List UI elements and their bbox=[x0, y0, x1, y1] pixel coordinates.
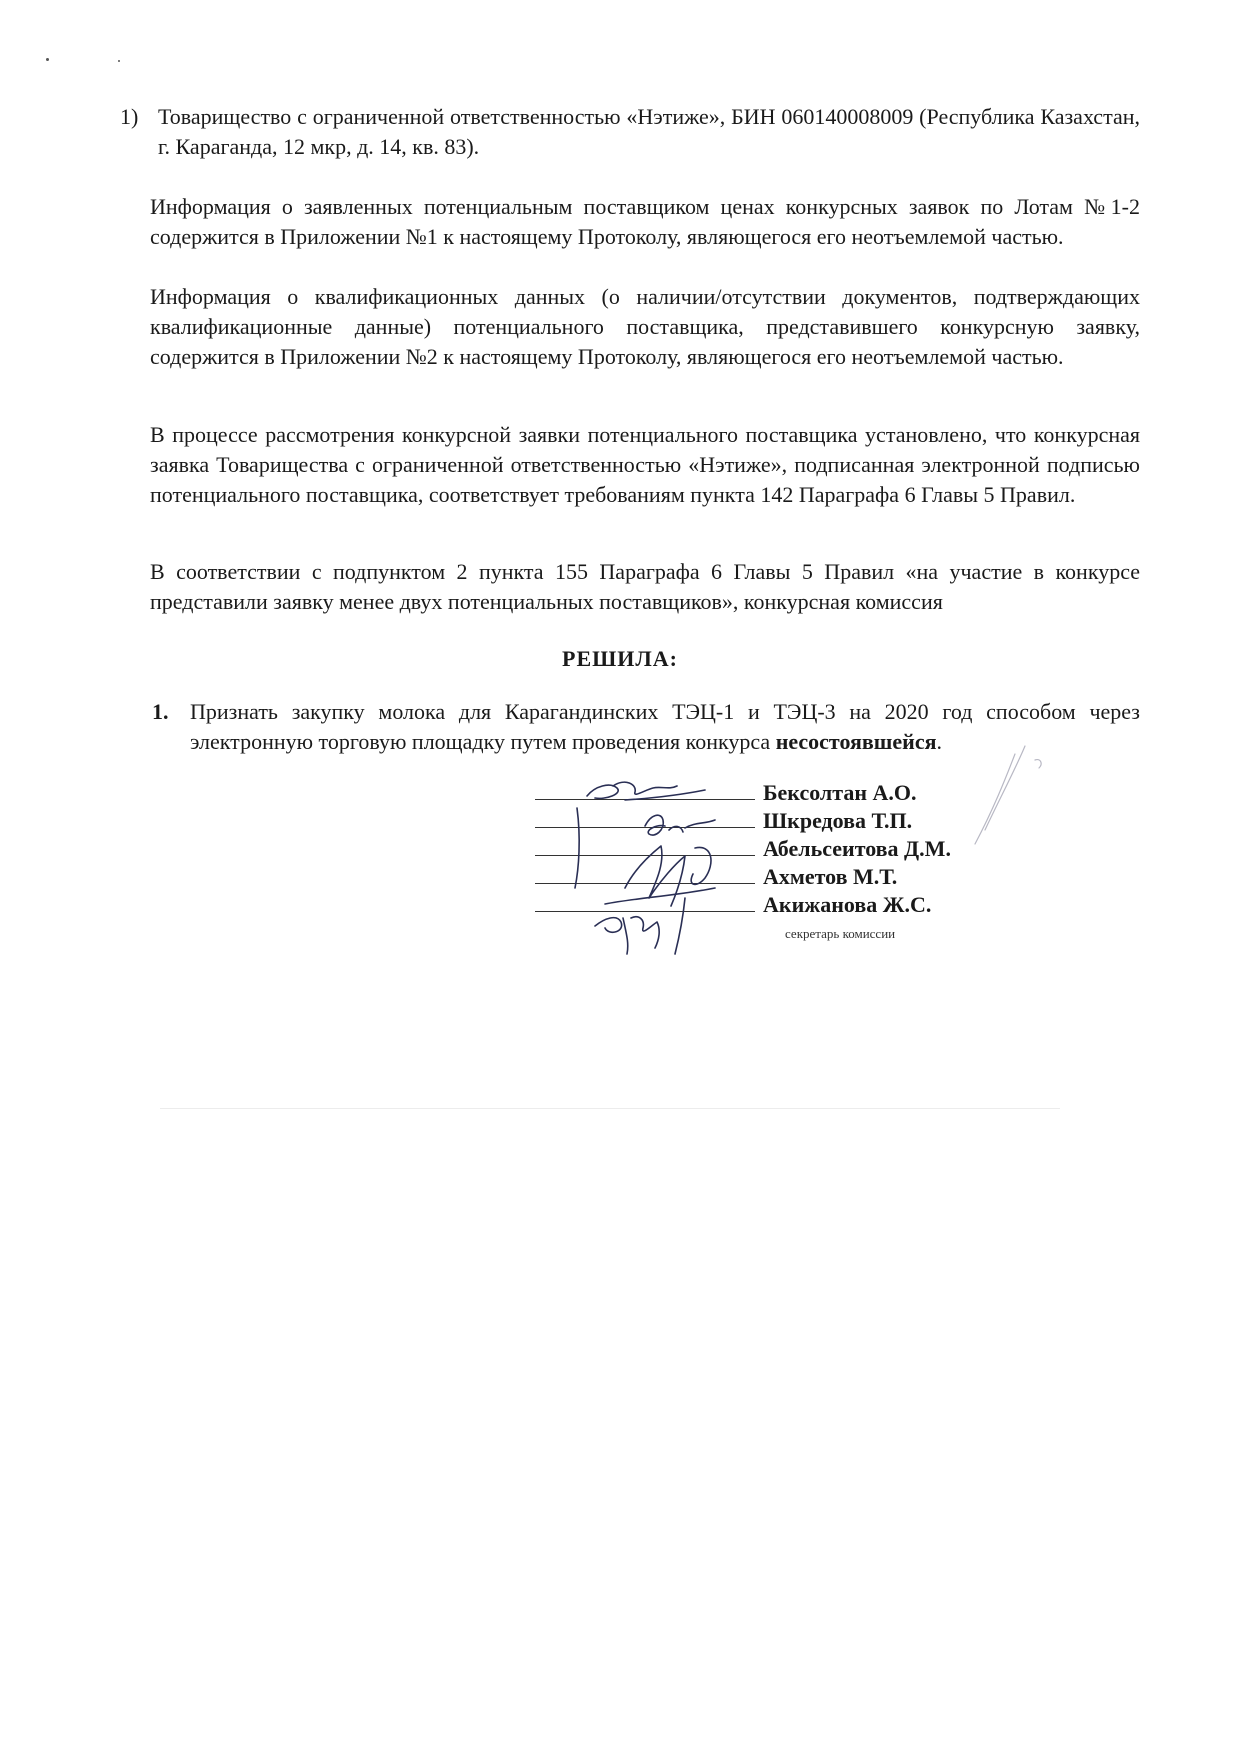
handwritten-signatures bbox=[565, 768, 775, 958]
prices-info-paragraph: Информация о заявленных потенциальным поставщиком ценах конкурсных заявок по Лотам №1-2 содержится в Приложении №1 к настоящему Протоколу, являющегося его неотъемлемой частью. bbox=[150, 194, 1140, 249]
supplier-item bbox=[120, 102, 1140, 162]
scan-speck bbox=[118, 60, 120, 62]
decided-heading: РЕШИЛА: bbox=[562, 646, 678, 671]
basis-paragraph: В соответствии с подпунктом 2 пункта 155 Параграфа 6 Главы 5 Правил «на участие в конкурсе представили заявку менее двух потенциальных поставщиков», конкурсная комиссия bbox=[150, 559, 1140, 614]
scan-speck bbox=[46, 58, 49, 61]
signatory-name: Абельсеитова Д.М. bbox=[763, 836, 951, 861]
signatory-name: Ахметов М.Т. bbox=[763, 864, 898, 889]
decision-text-end: . bbox=[936, 729, 942, 754]
supplier-item-text: Товарищество с ограниченной ответственностью «Нэтиже», БИН 060140008009 (Республика Казахстан, г. Караганда, 12 мкр, д. 14, кв. 83). bbox=[158, 104, 1140, 159]
signatory-name: Акижанова Ж.С. bbox=[763, 892, 932, 917]
review-result-paragraph: В процессе рассмотрения конкурсной заявки потенциального поставщика установлено, что конкурсная заявка Товарищества с ограниченной ответственностью «Нэтиже», подписанная электронной подписью потенциального поставщика, соответствует требованиям пункта 142 Параграфа 6 Главы 5 Правил. bbox=[150, 422, 1140, 507]
decision-text-bold: несостоявшейся bbox=[775, 729, 937, 754]
decision-number: 1. bbox=[152, 699, 169, 724]
secretary-role: секретарь комиссии bbox=[785, 926, 896, 941]
qualification-info-paragraph: Информация о квалификационных данных (о наличии/отсутствии документов, подтверждающих квалификационные данные) потенциального поставщика, представившего конкурсную заявку, содержится в Приложении №2 к настоящему Протоколу, являющегося его неотъемлемой частью. bbox=[150, 284, 1140, 369]
scan-artifact bbox=[160, 1108, 1060, 1109]
signatory-name: Бексолтан А.О. bbox=[763, 780, 917, 805]
supplier-item-number: 1) bbox=[120, 104, 139, 129]
decision-text-main: Признать закупку молока для Карагандинских ТЭЦ-1 и ТЭЦ-3 на 2020 год способом через электронную торговую площадку путем проведения конкурса bbox=[190, 699, 1140, 754]
signatory-name: Шкредова Т.П. bbox=[763, 808, 913, 833]
faint-signature-flourish bbox=[955, 740, 1045, 860]
